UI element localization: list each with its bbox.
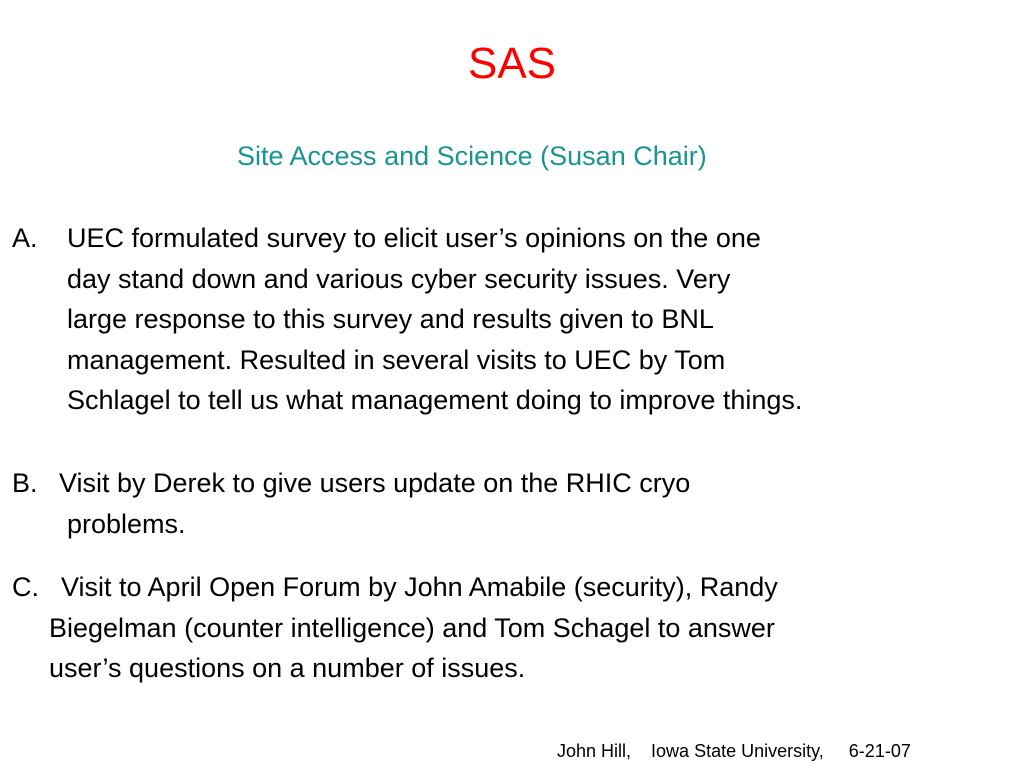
list-item-c [12,567,778,689]
slide-title: SAS [467,39,557,88]
item-text-line: Schlagel to tell us what management doing to improve things. [67,385,803,415]
item-marker: A. [12,223,38,253]
item-text-line: large response to this survey and results given to BNL [67,304,714,334]
item-text-line: user’s questions on a number of issues. [49,653,526,683]
item-marker: C. [12,572,39,602]
item-text-line: UEC formulated survey to elicit user’s opinions on the one [67,223,761,253]
item-text-line: problems. [67,508,186,539]
item-marker: B. [12,468,38,498]
item-text-line: Biegelman (counter intelligence) and Tom Schagel to answer [49,612,775,643]
slide-footer [557,738,911,764]
item-text-line: management. Resulted in several visits to UEC by Tom [67,344,726,375]
item-text-line: Visit to April Open Forum by John Amabile (security), Randy [61,572,778,602]
slide-subtitle: Site Access and Science (Susan Chair) [237,141,707,171]
item-text-line: day stand down and various cyber security issues. Very [67,263,731,294]
footer-institution: Iowa State University, [651,741,824,761]
list-item-b [12,463,690,544]
footer-date: 6-21-07 [848,741,911,761]
item-text-line: Visit by Derek to give users update on the RHIC cryo [59,468,691,498]
list-item-a [12,218,802,421]
footer-author: John Hill, [557,741,632,761]
